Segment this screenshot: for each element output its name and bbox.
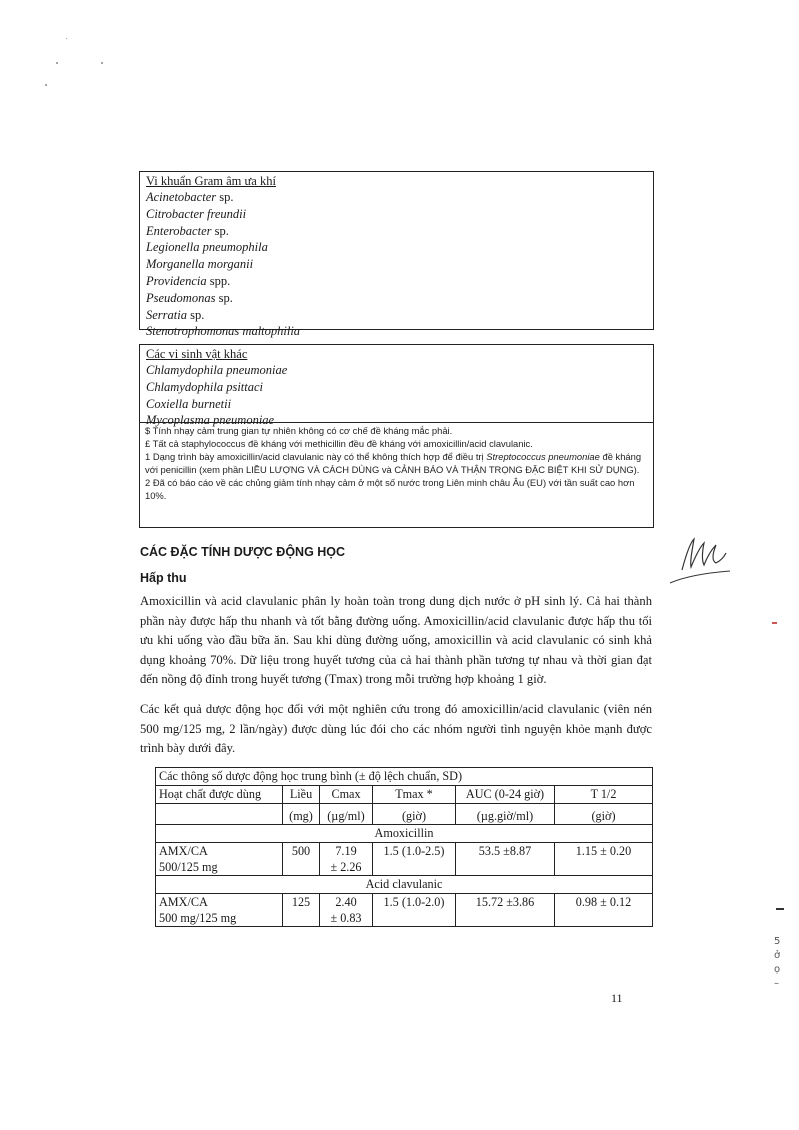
- cmax-cell: [320, 843, 373, 876]
- organism-name: Acinetobacter: [146, 190, 217, 204]
- drug-cell: [156, 843, 283, 876]
- unit-cell: (giờ): [555, 804, 653, 825]
- scan-speck: [101, 62, 103, 64]
- organism-name: Citrobacter freundii: [146, 206, 247, 221]
- organism-name: Pseudomonas: [146, 290, 216, 305]
- scan-speck: [66, 38, 67, 39]
- organism-list: [146, 189, 300, 340]
- cmax-cell: [320, 894, 373, 927]
- unit-cell: (µg/ml): [320, 804, 373, 825]
- margin-glyphs: [774, 935, 780, 991]
- organism-name: Enterobacter: [146, 223, 212, 238]
- header-cell: Liều: [283, 786, 320, 804]
- organism-name: Providencia: [146, 273, 207, 288]
- pk-table: [155, 767, 653, 927]
- unit-cell: (µg.giờ/ml): [456, 804, 555, 825]
- t12-cell: 1.15 ± 0.20: [555, 843, 653, 876]
- group-name: Acid clavulanic: [156, 876, 653, 894]
- absorption-paragraph: Amoxicillin và acid clavulanic phân ly hoàn toàn trong dung dịch nước ở pH sinh lý. Cả hai thành phần này được hấp thu nhanh và tốt bằng đường uống. Amoxicillin/acid clavulanic được hấp thu tối ưu khi uống vào đầu bữa ăn. Sau khi dùng đường uống, amoxicillin và acid clavulanic có sinh khả dụng khoảng 70%. Dữ liệu trong huyết tương của cả hai thành phần tương tự nhau và thời gian đạt đến nồng độ đỉnh trong huyết tương (Tmax) trong mỗi trường hợp khoảng 1 giờ.: [140, 594, 652, 686]
- header-cell: Cmax: [320, 786, 373, 804]
- footnote-organism: Streptococcus pneumoniae: [486, 451, 600, 462]
- table-units-row: [156, 804, 653, 825]
- gram-negative-box: [139, 171, 654, 339]
- group-row: [156, 876, 653, 894]
- drug-strength: 500 mg/125 mg: [159, 911, 237, 925]
- notes-divider: [140, 422, 653, 423]
- organism-suffix: sp.: [215, 290, 233, 305]
- auc-cell: 53.5 ±8.87: [456, 843, 555, 876]
- table-row: [156, 843, 653, 876]
- margin-glyph: ở: [774, 950, 781, 961]
- organism-name: Morganella morganii: [146, 257, 254, 272]
- organism-suffix: spp.: [206, 273, 231, 288]
- footnote-text: 1 Dạng trình bày amoxicillin/acid clavulanic này có thể không thích hợp để điều trị: [145, 451, 487, 462]
- handwritten-signature: [664, 525, 734, 595]
- unit-cell: (giờ): [373, 804, 456, 825]
- study-paragraph: Các kết quả dược động học đối với một nghiên cứu trong đó amoxicillin/acid clavulanic (viên nén 500 mg/125 mg, 2 lần/ngày) được dùng lúc đói cho các nhóm người tình nguyện khỏe mạnh được trình bày dưới đây.: [140, 702, 652, 755]
- subsection-title: Hấp thu: [140, 571, 187, 585]
- dose-cell: 500: [283, 843, 320, 876]
- unit-cell: (mg): [283, 804, 320, 825]
- organism-name: Chlamydophila psittaci: [146, 379, 264, 394]
- cmax-sd: ± 0.83: [330, 911, 362, 925]
- header-cell: Hoạt chất được dùng: [156, 786, 283, 804]
- drug-name: AMX/CA: [159, 895, 208, 909]
- auc-cell: 15.72 ±3.86: [456, 894, 555, 927]
- t12-cell: 0.98 ± 0.12: [555, 894, 653, 927]
- footnote: 2 Đã có báo cáo về các chủng giảm tính nhạy cảm ở một số nước trong Liên minh châu Âu (EU) với tần suất cao hơn 10%.: [145, 477, 635, 501]
- table-row: [156, 894, 653, 927]
- box-title: Các vi sinh vật khác: [146, 347, 248, 361]
- cmax-value: 2.40: [335, 895, 357, 909]
- organism-name: Coxiella burnetii: [146, 396, 232, 411]
- organism-name: Chlamydophila pneumoniae: [146, 363, 288, 377]
- drug-strength: 500/125 mg: [159, 860, 218, 874]
- table-caption-row: [156, 768, 653, 786]
- header-cell: Tmax *: [373, 786, 456, 804]
- footnote: [139, 450, 653, 476]
- organism-suffix: sp.: [211, 223, 229, 238]
- page-number: 11: [611, 991, 623, 1005]
- tmax-cell: 1.5 (1.0-2.5): [373, 843, 456, 876]
- table-header-row: [156, 786, 653, 804]
- margin-mark: [772, 622, 777, 624]
- unit-cell: [156, 804, 283, 825]
- scan-speck: [45, 84, 47, 86]
- organism-list: [146, 362, 287, 429]
- section-title: CÁC ĐẶC TÍNH DƯỢC ĐỘNG HỌC: [140, 545, 346, 559]
- footnote-text: đề kháng với penicillin (xem phần LIỀU LƯỢNG VÀ CÁCH DÙNG và CẢNH BÁO VÀ THẬN TRỌNG ĐẶC BIỆT KHI SỬ DỤNG).: [145, 451, 642, 475]
- organism-name: Stenotrophomonas maltophilia: [146, 324, 301, 339]
- group-row: [156, 825, 653, 843]
- footnote: £ Tất cả staphylococcus đề kháng với methicillin đều đề kháng với amoxicillin/acid clavulanic.: [145, 438, 533, 449]
- margin-glyph: 5: [774, 936, 781, 947]
- dose-cell: 125: [283, 894, 320, 927]
- footnotes: [139, 424, 653, 502]
- organism-name: Serratia: [146, 307, 187, 322]
- cmax-value: 7.19: [335, 844, 357, 858]
- box-title: Vi khuẩn Gram âm ưa khí: [146, 174, 276, 188]
- drug-cell: [156, 894, 283, 927]
- organism-suffix: sp.: [216, 190, 234, 204]
- header-cell: AUC (0-24 giờ): [456, 786, 555, 804]
- drug-name: AMX/CA: [159, 844, 208, 858]
- scan-speck: [56, 62, 58, 64]
- tmax-cell: 1.5 (1.0-2.0): [373, 894, 456, 927]
- cmax-sd: ± 2.26: [330, 860, 362, 874]
- group-name: Amoxicillin: [156, 825, 653, 843]
- margin-glyph: –: [774, 978, 779, 989]
- organism-name: Legionella pneumophila: [146, 240, 268, 255]
- organism-suffix: sp.: [186, 307, 205, 322]
- header-cell: T 1/2: [555, 786, 653, 804]
- margin-mark: [776, 908, 784, 910]
- footnote: $ Tính nhạy cảm trung gian tự nhiên không có cơ chế đề kháng mắc phải.: [145, 425, 453, 436]
- organism-name: Mycoplasma pneumoniae: [146, 413, 275, 428]
- margin-glyph: ọ: [774, 964, 781, 975]
- table-caption: Các thông số dược động học trung bình (± độ lệch chuẩn, SD): [156, 768, 653, 786]
